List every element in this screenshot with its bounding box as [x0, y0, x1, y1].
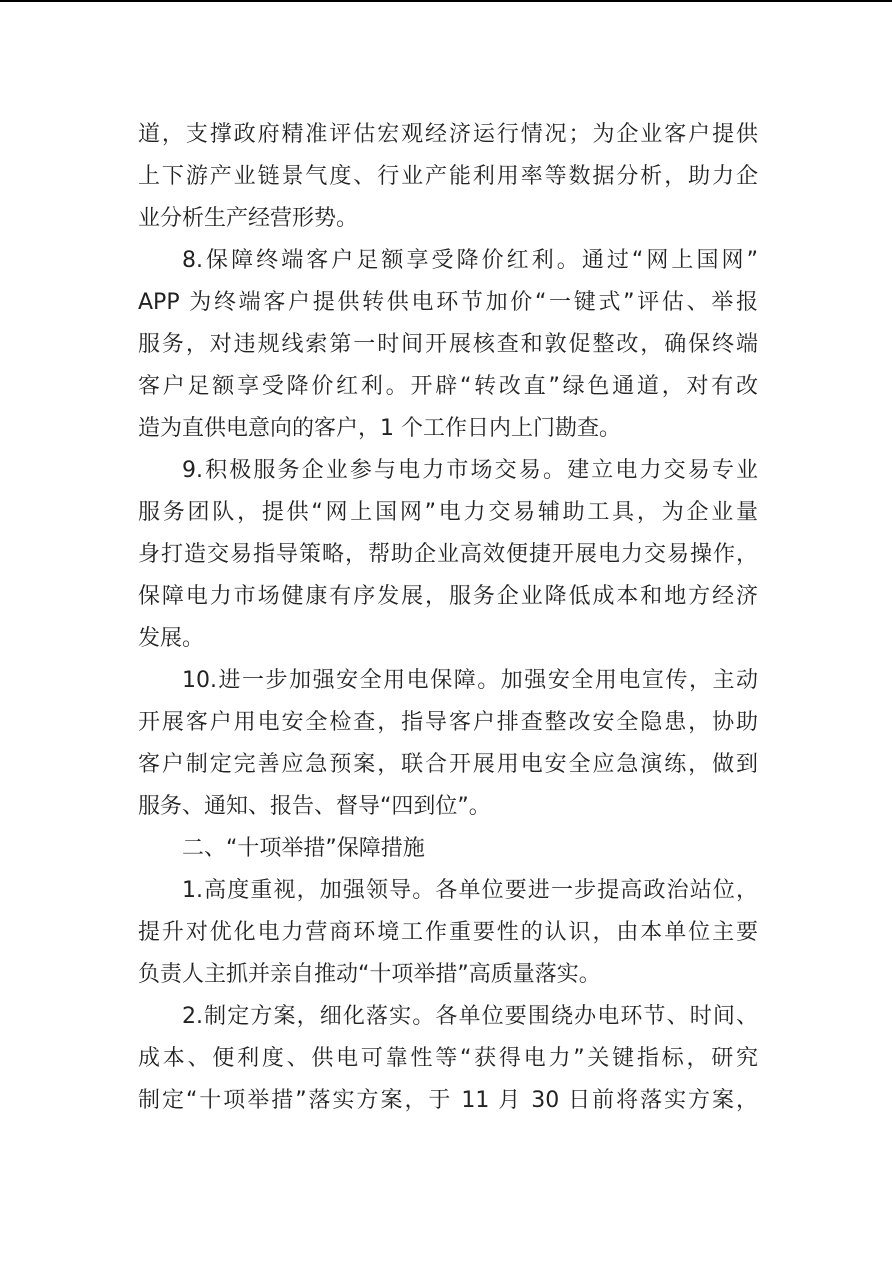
text-line: 造为直供电意向的客户，1 个工作日内上门勘查。	[138, 416, 621, 441]
text-line: 发展。	[138, 626, 205, 651]
text-line: 成本、便利度、供电可靠性等“获得电力”关键指标，研究	[138, 1046, 758, 1071]
text-line: 开展客户用电安全检查，指导客户排查整改安全隐患，协助	[138, 710, 758, 735]
text-line: 制定“十项举措”落实方案，于 11 月 30 日前将落实方案，	[138, 1088, 758, 1113]
text-line: APP 为终端客户提供转供电环节加价“一键式”评估、举报	[138, 290, 758, 315]
text-line: 业分析生产经营形势。	[138, 206, 359, 231]
text-line: 上下游产业链景气度、行业产能利用率等数据分析，助力企	[138, 164, 758, 189]
text-line: 保障电力市场健康有序发展，服务企业降低成本和地方经济	[138, 584, 758, 609]
text-line: 身打造交易指导策略，帮助企业高效便捷开展电力交易操作，	[138, 542, 758, 567]
text-line: 道，支撑政府精准评估宏观经济运行情况；为企业客户提供	[138, 122, 758, 147]
text-line: 客户足额享受降价红利。开辟“转改直”绿色通道，对有改	[138, 374, 758, 399]
text-line: 8.保障终端客户足额享受降价红利。通过“网上国网”	[182, 248, 758, 273]
text-line: 10.进一步加强安全用电保障。加强安全用电宣传，主动	[182, 668, 758, 693]
text-line: 客户制定完善应急预案，联合开展用电安全应急演练，做到	[138, 752, 758, 777]
text-line: 9.积极服务企业参与电力市场交易。建立电力交易专业	[182, 458, 758, 483]
text-line: 2.制定方案，细化落实。各单位要围绕办电环节、时间、	[182, 1004, 758, 1029]
text-line: 服务，对违规线索第一时间开展核查和敦促整改，确保终端	[138, 332, 758, 357]
text-line: 服务团队，提供“网上国网”电力交易辅助工具，为企业量	[138, 500, 758, 525]
text-line: 负责人主抓并亲自推动“十项举措”高质量落实。	[138, 962, 601, 987]
text-line: 1.高度重视，加强领导。各单位要进一步提高政治站位，	[182, 878, 758, 903]
text-line: 服务、通知、报告、督导“四到位”。	[138, 794, 491, 819]
section-heading: 二、“十项举措”保障措施	[182, 836, 425, 861]
text-line: 提升对优化电力营商环境工作重要性的认识，由本单位主要	[138, 920, 758, 945]
